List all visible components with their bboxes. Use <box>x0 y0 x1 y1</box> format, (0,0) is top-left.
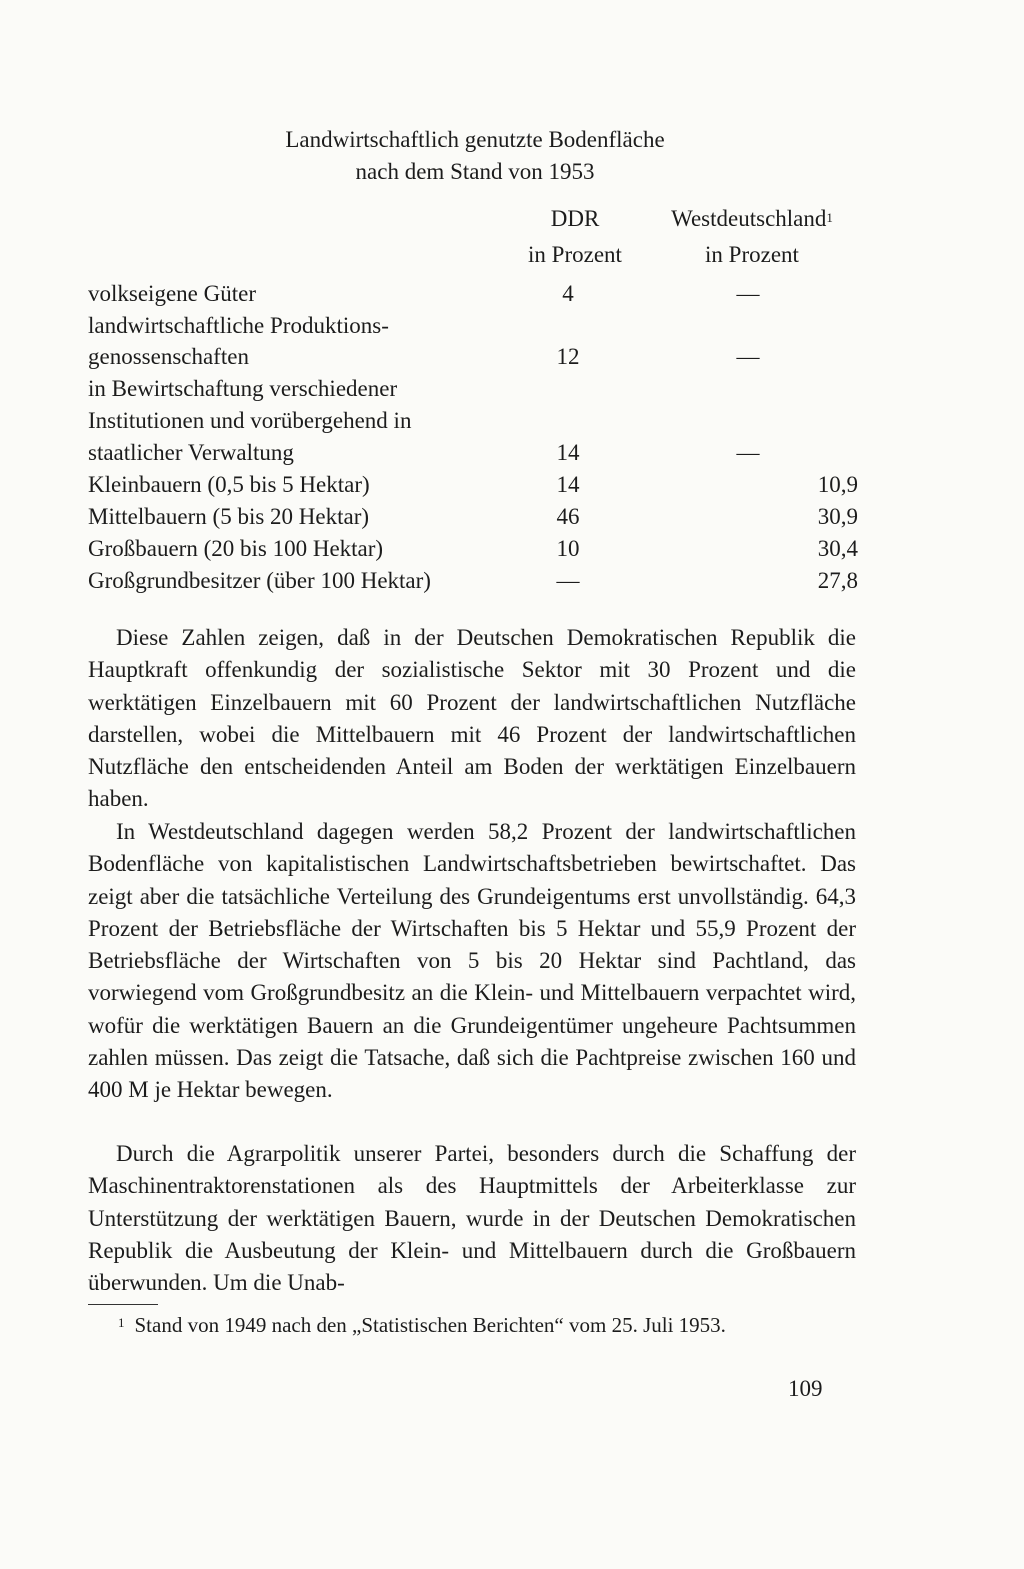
row-label: in Bewirtschaftung verschiedener <box>88 376 398 401</box>
row-ddr-value: 14 <box>556 440 580 465</box>
column-header-westdeutschland <box>652 204 852 237</box>
table-row <box>88 373 888 405</box>
row-west-value: — <box>736 344 760 369</box>
row-label: volkseigene Güter <box>88 281 256 306</box>
table-row <box>88 565 888 597</box>
table-row <box>88 501 888 533</box>
row-west-value: 30,4 <box>817 536 858 561</box>
column-header-ddr-unit: in Prozent <box>528 242 622 267</box>
table-title-line-1: Landwirtschaftlich genutzte Bodenfläche <box>285 127 665 152</box>
body-paragraph: In Westdeutschland dagegen werden 58,2 Prozent der landwirtschaftlichen Bodenfläche von kapitalistischen Landwirtschaftsbetrieben bewirtschaftet. Das zeigt aber die tatsächliche Verteilung des Grundeigentums erst unvollständig. 64,3 Prozent der Betriebsfläche der Wirtschaften bis 5 Hektar und 55,9 Prozent der Betriebsfläche der Wirtschaften von 5 bis 20 Hektar sind Pachtland, das vorwiegend vom Großgrundbesitz an die Klein- und Mittelbauern verpachtet wird, wofür die werktätigen Bauern an die Grundeigentümer ungeheure Pachtsummen zahlen müssen. Das zeigt die Tatsache, daß sich die Pachtpreise zwischen 160 und 400 M je Hektar bewegen. <box>88 819 856 1103</box>
table-title-line-2: nach dem Stand von 1953 <box>355 159 595 184</box>
row-west-value: 30,9 <box>817 504 858 529</box>
row-west-value: — <box>736 440 760 465</box>
column-header-ddr: DDR <box>550 206 600 231</box>
table-row <box>88 310 888 342</box>
table-row <box>88 469 888 501</box>
row-ddr-value: — <box>556 568 580 593</box>
footnote-mark: 1 <box>118 1315 125 1330</box>
row-label: staatlicher Verwaltung <box>88 440 294 465</box>
row-ddr-value: 12 <box>556 344 580 369</box>
table-row <box>88 341 888 373</box>
row-ddr-value: 4 <box>562 281 574 306</box>
row-label: Kleinbauern (0,5 bis 5 Hektar) <box>88 472 370 497</box>
body-paragraph: Diese Zahlen zeigen, daß in der Deutschen Demokratischen Republik die Hauptkraft offenkundig der sozialistische Sektor mit 30 Prozent und die werktätigen Einzelbauern mit 60 Prozent der landwirtschaftlichen Nutzfläche darstellen, wobei die Mittelbauern mit 46 Prozent der landwirtschaftlichen Nutzfläche den entscheidenden Anteil am Boden der werktätigen Einzelbauern haben. <box>88 625 856 812</box>
row-label: landwirtschaftliche Produktions- <box>88 313 389 338</box>
body-paragraph: Durch die Agrarpolitik unserer Partei, besonders durch die Schaffung der Maschinentraktorenstationen als des Hauptmittels der Arbeiterklasse zur Unterstützung der werktätigen Bauern, wurde in der Deutschen Demokratischen Republik die Ausbeutung der Klein- und Mittelbauern durch die Großbauern überwunden. Um die Unab- <box>88 1141 856 1296</box>
table-row <box>88 533 888 565</box>
row-ddr-value: 14 <box>556 472 580 497</box>
page-number: 109 <box>788 1376 823 1401</box>
column-header-west-label: Westdeutschland <box>671 206 827 231</box>
table-row <box>88 405 888 437</box>
row-west-value: — <box>736 281 760 306</box>
table-row <box>88 437 888 469</box>
footnote-divider <box>88 1304 158 1305</box>
row-ddr-value: 46 <box>556 504 580 529</box>
footnote <box>118 1310 726 1343</box>
row-west-value: 27,8 <box>817 568 858 593</box>
row-ddr-value: 10 <box>556 536 580 561</box>
footnote-reference-mark: 1 <box>826 210 833 225</box>
footnote-text: Stand von 1949 nach den „Statistischen Berichten“ vom 25. Juli 1953. <box>134 1313 726 1337</box>
table-row <box>88 278 888 310</box>
column-header-west-unit: in Prozent <box>705 242 799 267</box>
row-label: Institutionen und vorübergehend in <box>88 408 412 433</box>
row-label: Mittelbauern (5 bis 20 Hektar) <box>88 504 370 529</box>
row-label: Großbauern (20 bis 100 Hektar) <box>88 536 384 561</box>
row-label: genossenschaften <box>88 344 249 369</box>
row-west-value: 10,9 <box>817 472 858 497</box>
row-label: Großgrundbesitzer (über 100 Hektar) <box>88 568 431 593</box>
